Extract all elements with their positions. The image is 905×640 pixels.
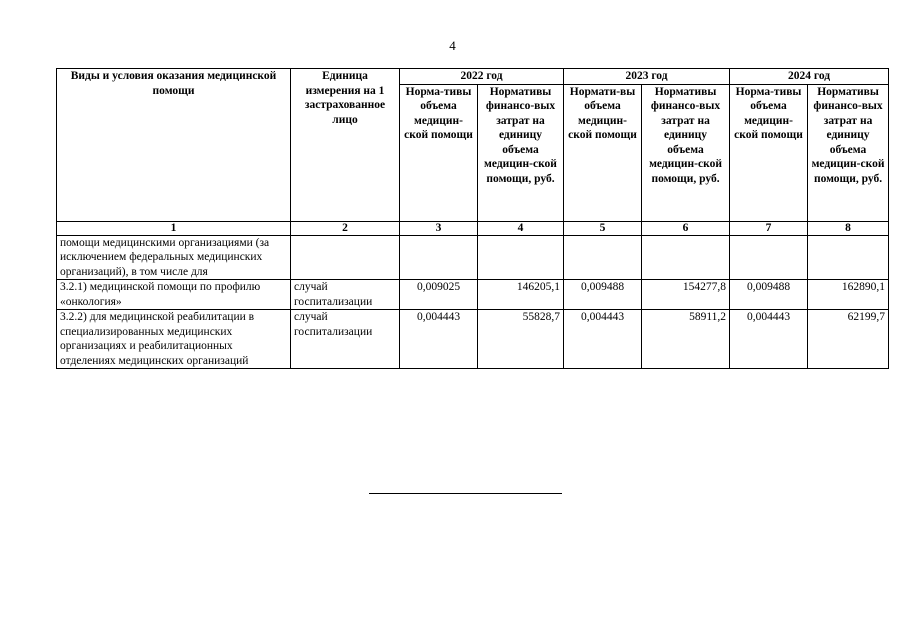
row-value: 146205,1 bbox=[478, 280, 564, 310]
header-cost-2023: Нормативы финансо-вых затрат на единицу объема медицин-ской помощи, руб. bbox=[642, 84, 730, 221]
row-value bbox=[808, 235, 889, 280]
column-number: 3 bbox=[400, 221, 478, 235]
row-value bbox=[478, 235, 564, 280]
header-volume-2023: Нормати-вы объема медицин-ской помощи bbox=[564, 84, 642, 221]
table-row bbox=[57, 235, 889, 280]
row-value: 55828,7 bbox=[478, 310, 564, 369]
row-kind-of-care: 3.2.1) медицинской помощи по профилю «онкология» bbox=[57, 280, 291, 310]
row-unit: случай госпитализации bbox=[291, 310, 400, 369]
header-kind-of-care: Виды и условия оказания медицинской помощи bbox=[57, 69, 291, 222]
header-volume-2024: Норма-тивы объема медицин-ской помощи bbox=[730, 84, 808, 221]
row-value bbox=[400, 235, 478, 280]
header-year-2023: 2023 год bbox=[564, 69, 730, 85]
column-number: 2 bbox=[291, 221, 400, 235]
row-value: 0,004443 bbox=[730, 310, 808, 369]
header-year-2022: 2022 год bbox=[400, 69, 564, 85]
row-value: 58911,2 bbox=[642, 310, 730, 369]
column-number: 6 bbox=[642, 221, 730, 235]
row-value: 0,004443 bbox=[564, 310, 642, 369]
table-row bbox=[57, 280, 889, 310]
closing-divider-line bbox=[369, 493, 562, 494]
row-value: 62199,7 bbox=[808, 310, 889, 369]
row-kind-of-care: помощи медицинскими организациями (за исключением федеральных медицинских организаций), в том числе для bbox=[57, 235, 291, 280]
row-value: 154277,8 bbox=[642, 280, 730, 310]
row-value bbox=[730, 235, 808, 280]
column-number-row bbox=[57, 221, 889, 235]
row-value bbox=[642, 235, 730, 280]
row-kind-of-care: 3.2.2) для медицинской реабилитации в специализированных медицинских организациях и реабилитационных отделениях медицинских организаций bbox=[57, 310, 291, 369]
column-number: 7 bbox=[730, 221, 808, 235]
row-unit bbox=[291, 235, 400, 280]
row-value bbox=[564, 235, 642, 280]
header-year-2024: 2024 год bbox=[730, 69, 889, 85]
column-number: 5 bbox=[564, 221, 642, 235]
column-number: 1 bbox=[57, 221, 291, 235]
column-number: 4 bbox=[478, 221, 564, 235]
header-cost-2022: Нормативы финансо-вых затрат на единицу объема медицин-ской помощи, руб. bbox=[478, 84, 564, 221]
header-volume-2022: Норма-тивы объема медицин-ской помощи bbox=[400, 84, 478, 221]
header-cost-2024: Нормативы финансо-вых затрат на единицу объема медицин-ской помощи, руб. bbox=[808, 84, 889, 221]
table-row bbox=[57, 310, 889, 369]
norms-table bbox=[56, 68, 889, 369]
row-value: 0,009025 bbox=[400, 280, 478, 310]
row-value: 0,009488 bbox=[564, 280, 642, 310]
header-unit: Единица измерения на 1 застрахованное лицо bbox=[291, 69, 400, 222]
column-number: 8 bbox=[808, 221, 889, 235]
header-row-years bbox=[57, 69, 889, 85]
row-value: 0,004443 bbox=[400, 310, 478, 369]
row-value: 0,009488 bbox=[730, 280, 808, 310]
page-number: 4 bbox=[449, 38, 456, 53]
row-value: 162890,1 bbox=[808, 280, 889, 310]
row-unit: случай госпитализации bbox=[291, 280, 400, 310]
